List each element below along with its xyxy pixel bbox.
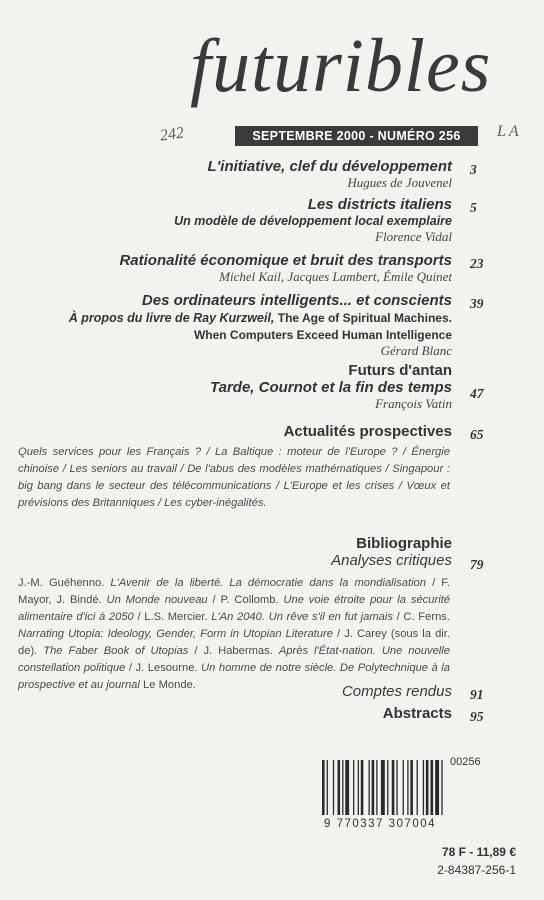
- entry-title[interactable]: Rationalité économique et bruit des transports: [119, 252, 452, 269]
- entry-subtitle-line2: When Computers Exceed Human Intelligence: [193, 328, 452, 342]
- barcode-bar: [361, 760, 364, 815]
- toc-entry-rationalite: [119, 252, 452, 285]
- barcode-bar: [353, 760, 354, 815]
- bibliography-author: / J. Lesourne.: [125, 662, 202, 674]
- entry-page-number: 47: [470, 386, 484, 401]
- bibliography-author: Le Monde.: [139, 679, 196, 691]
- barcode-bar: [358, 760, 359, 815]
- section-subheading[interactable]: Analyses critiques: [331, 552, 452, 569]
- entry-page-number: 23: [470, 256, 484, 271]
- entry-title[interactable]: Tarde, Cournot et la fin des temps: [210, 379, 452, 396]
- bibliography-book-title: L'Avenir de la liberté. La démocratie dans la mondialisation: [110, 577, 427, 589]
- bibliography-book-title: Un homme de notre siècle. De Polytechnique à la prospective et au journal: [18, 662, 450, 691]
- bibliography-author: / P. Collomb.: [207, 594, 284, 606]
- barcode-bar: [369, 760, 370, 815]
- barcode-bar: [396, 760, 397, 815]
- entry-author: Hugues de Jouvenel: [347, 175, 452, 190]
- toc-entry-actualites: [284, 423, 452, 440]
- entry-author: Michel Kail, Jacques Lambert, Émile Quinet: [219, 269, 452, 284]
- bibliography-author: / C. Ferns.: [392, 611, 451, 623]
- toc-entry-abstracts: [383, 705, 452, 722]
- bibliography-author: / J. Habermas.: [188, 645, 279, 657]
- isbn: 2-84387-256-1: [437, 863, 516, 877]
- toc-entry-initiative: [208, 158, 452, 191]
- barcode-bar: [327, 760, 328, 815]
- barcode-bar: [392, 760, 395, 815]
- entry-title[interactable]: Abstracts: [382, 705, 452, 722]
- entry-subtitle: À propos du livre de Ray Kurzweil, The Age of Spiritual Machines.: [68, 311, 452, 325]
- bibliography-text: [18, 575, 450, 694]
- barcode-bar: [410, 760, 413, 815]
- barcode-bar: [376, 760, 377, 815]
- barcode-bar: [381, 760, 385, 815]
- toc-entry-ordinateurs: [69, 292, 452, 359]
- barcode: [322, 760, 486, 815]
- bibliography-book-title: The Faber Book of Utopias: [43, 645, 189, 657]
- entry-author: François Vatin: [375, 396, 452, 411]
- barcode-digits: 9 770337 307004: [324, 818, 437, 830]
- barcode-bar: [417, 760, 418, 815]
- entry-page-number: 91: [470, 687, 484, 702]
- section-heading: Futurs d'antan: [348, 362, 452, 379]
- bibliography-author: / J. Carey (sous la dir. de).: [18, 628, 450, 657]
- barcode-bar: [403, 760, 404, 815]
- barcode-bar: [441, 760, 442, 815]
- barcode-bar: [333, 760, 334, 815]
- barcode-bar: [387, 760, 388, 815]
- entry-title[interactable]: Les districts italiens: [307, 196, 452, 213]
- entry-page-number: 79: [470, 557, 484, 572]
- toc-entry-futurs: [210, 362, 452, 412]
- bibliography-book-title: Après l'État-nation. Une nouvelle constellation politique: [18, 645, 450, 674]
- bibliography-book-title: Narrating Utopia: Ideology, Gender, Form in Utopian Literature: [18, 628, 333, 640]
- handwritten-note-right: LA: [497, 123, 522, 140]
- barcode-bar: [423, 760, 424, 815]
- toc-entry-comptes-rendus: [342, 683, 452, 700]
- barcode-bar: [407, 760, 408, 815]
- barcode-bar: [435, 760, 439, 815]
- barcode-bar: [426, 760, 429, 815]
- barcode-bar: [372, 760, 375, 815]
- entry-author: Gérard Blanc: [380, 343, 452, 358]
- entry-subtitle: Un modèle de développement local exemplaire: [174, 214, 452, 228]
- entry-page-number: 39: [470, 296, 484, 311]
- barcode-bar: [345, 760, 349, 815]
- bibliography-book-title: Une voie étroite pour la sécurité alimentaire d'ici à 2050: [18, 594, 451, 623]
- entry-author: Florence Vidal: [375, 229, 452, 244]
- bibliography-author: / L.S. Mercier.: [133, 611, 212, 623]
- issue-band: SEPTEMBRE 2000 - NUMÉRO 256: [235, 126, 478, 146]
- barcode-bar: [431, 760, 434, 815]
- bibliography-book-title: L'An 2040. Un rêve s'il en fut jamais: [211, 611, 393, 623]
- bibliography-author: J.-M. Guéhenno.: [18, 577, 111, 589]
- bibliography-book-title: Un Monde nouveau: [106, 594, 208, 606]
- barcode-bar: [322, 760, 325, 815]
- masthead-logo: futuribles: [190, 24, 492, 108]
- bibliography-author: / F. Mayor, J. Bindé.: [18, 577, 451, 606]
- section-heading[interactable]: Actualités prospectives: [283, 423, 452, 440]
- section-heading: Bibliographie: [356, 535, 452, 552]
- entry-title[interactable]: Comptes rendus: [341, 683, 452, 700]
- entry-title[interactable]: L'initiative, clef du développement: [207, 158, 452, 175]
- toc-entry-districts: [174, 196, 452, 245]
- entry-page-number: 3: [470, 162, 477, 177]
- toc-entry-bibliographie: [331, 535, 452, 569]
- entry-page-number: 95: [470, 709, 484, 724]
- actualites-summary: Quels services pour les Français ? / La Baltique : moteur de l'Europe ? / Énergie chinoise / Les seniors au travail / De l'abus des modèles mathématiques / Singapour : big bang dans le secteur des télécommunications / L'Europe et les crises / Vœux et prévisions des Britanniques / Les cyber-inégalités.: [18, 446, 450, 509]
- entry-title[interactable]: Des ordinateurs intelligents... et conscients: [141, 292, 452, 309]
- price: 78 F - 11,89 €: [441, 845, 516, 859]
- entry-page-number: 5: [470, 200, 477, 215]
- barcode-issue-digits: 00256: [450, 756, 481, 768]
- barcode-bar: [342, 760, 343, 815]
- entry-page-number: 65: [470, 427, 484, 442]
- handwritten-note-left: 242: [158, 124, 185, 145]
- barcode-bar: [338, 760, 341, 815]
